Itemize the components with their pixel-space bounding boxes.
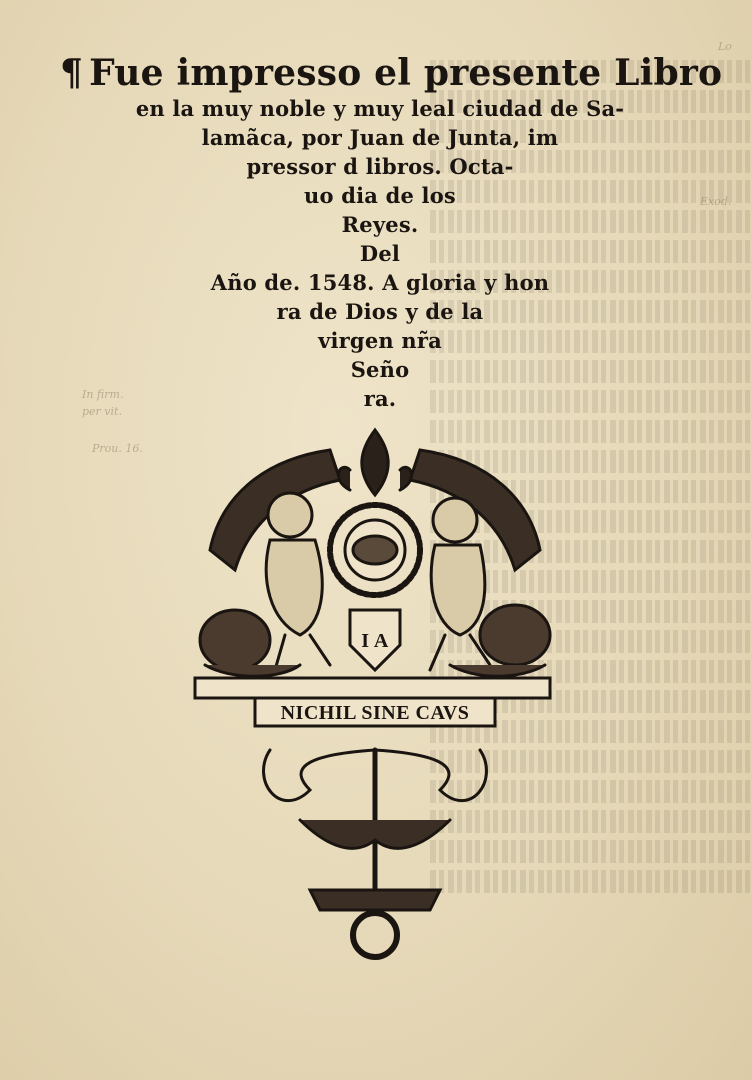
fleur-de-lis-icon: [338, 430, 411, 495]
margin-note: In firm.: [82, 388, 124, 401]
colophon-line-3: lamãca, por Juan de Junta, im: [201, 125, 559, 150]
paragraph-mark-icon: ¶: [60, 52, 84, 94]
printer-device-woodcut: [190, 420, 560, 965]
colophon-line-9: ra de Dios y de la: [276, 299, 484, 324]
margin-note: Lo: [718, 40, 732, 53]
monogram: I A: [361, 630, 389, 652]
colophon-line-11: Seño: [350, 357, 410, 382]
colophon-line-10: virgen nr̃a: [318, 328, 442, 353]
ring-icon: [353, 913, 397, 957]
colophon-line-8: Año de. 1548. A gloria y hon: [210, 270, 550, 295]
colophon-line-4: pressor d libros. Octa-: [246, 154, 514, 179]
margin-note: Prou. 16.: [92, 442, 143, 455]
ledge: [195, 678, 550, 698]
left-putto-icon: [266, 493, 330, 670]
face-icon: [353, 536, 397, 564]
colophon-line-6: Reyes.: [341, 212, 419, 237]
device-motto: NICHIL SINE CAVS: [280, 702, 470, 724]
colophon-line-1: ¶ Fue impresso el presente Libro: [60, 52, 723, 94]
margin-note: Exod.: [700, 195, 732, 208]
colophon-line-12: ra.: [363, 386, 397, 411]
margin-note: per vit.: [82, 405, 122, 418]
colophon-line-5: uo dia de los: [304, 183, 456, 208]
colophon-line-7: Del: [359, 241, 401, 266]
colophon-line-2: en la muy noble y muy leal ciudad de Sa-: [135, 96, 625, 121]
